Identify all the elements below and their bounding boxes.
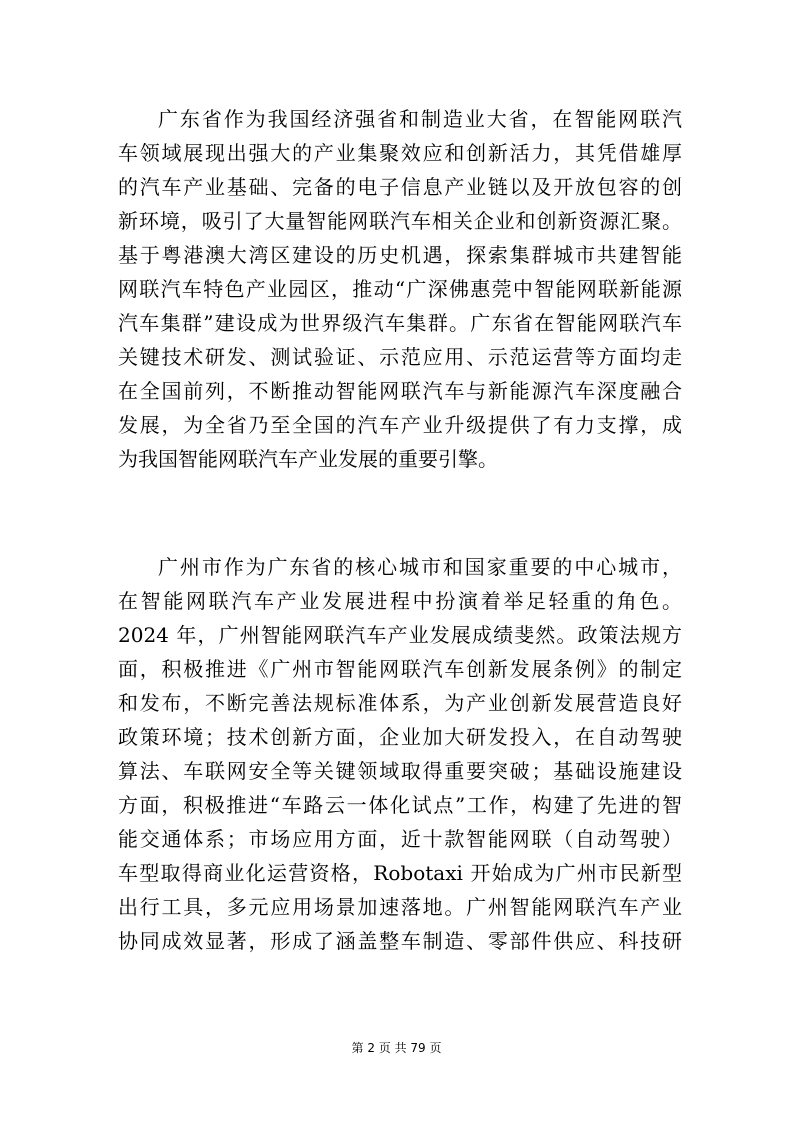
- text-line: 车领域展现出强大的产业集聚效应和创新活力，其凭借雄厚: [118, 141, 682, 165]
- text-line: 方面，积极推进“车路云一体化试点”工作，构建了先进的智: [118, 793, 682, 817]
- text-line: 协同成效显著，形成了涵盖整车制造、零部件供应、科技研: [118, 929, 682, 953]
- text-line: 2024 年，广州智能网联汽车产业发展成绩斐然。政策法规方: [118, 623, 682, 647]
- text-line: 发展，为全省乃至全国的汽车产业升级提供了有力支撑，成: [118, 413, 682, 437]
- text-line: 能交通体系；市场应用方面，近十款智能网联（自动驾驶）: [118, 827, 682, 851]
- text-line: 新环境，吸引了大量智能网联汽车相关企业和创新资源汇聚。: [118, 209, 682, 233]
- text-line: 广州市作为广东省的核心城市和国家重要的中心城市，: [158, 555, 682, 579]
- text-line: 广东省作为我国经济强省和制造业大省，在智能网联汽: [158, 107, 682, 131]
- text-line: 和发布，不断完善法规标准体系，为产业创新发展营造良好: [118, 691, 682, 715]
- text-line: 网联汽车特色产业园区，推动“广深佛惠莞中智能网联新能源: [118, 277, 682, 301]
- text-line: 基于粤港澳大湾区建设的历史机遇，探索集群城市共建智能: [118, 243, 682, 267]
- paragraph-guangzhou: [118, 550, 682, 958]
- text-line: 在智能网联汽车产业发展进程中扮演着举足轻重的角色。: [118, 589, 682, 613]
- text-line: 政策环境；技术创新方面，企业加大研发投入，在自动驾驶: [118, 725, 682, 749]
- text-line: 出行工具，多元应用场景加速落地。广州智能网联汽车产业: [118, 895, 682, 919]
- text-line: 为我国智能网联汽车产业发展的重要引擎。: [118, 447, 498, 471]
- page-number-footer: 第 2 页 共 79 页: [351, 1041, 442, 1055]
- text-line: 在全国前列，不断推动智能网联汽车与新能源汽车深度融合: [118, 379, 682, 403]
- text-line: 面，积极推进《广州市智能网联汽车创新发展条例》的制定: [118, 657, 682, 681]
- text-line: 关键技术研发、测试验证、示范应用、示范运营等方面均走: [118, 345, 682, 369]
- text-line: 算法、车联网安全等关键领域取得重要突破；基础设施建设: [118, 759, 682, 783]
- text-line: 车型取得商业化运营资格，Robotaxi 开始成为广州市民新型: [118, 861, 682, 885]
- text-line: 的汽车产业基础、完备的电子信息产业链以及开放包容的创: [118, 175, 682, 199]
- paragraph-guangdong: [118, 102, 682, 476]
- text-line: 汽车集群”建设成为世界级汽车集群。广东省在智能网联汽车: [118, 311, 682, 335]
